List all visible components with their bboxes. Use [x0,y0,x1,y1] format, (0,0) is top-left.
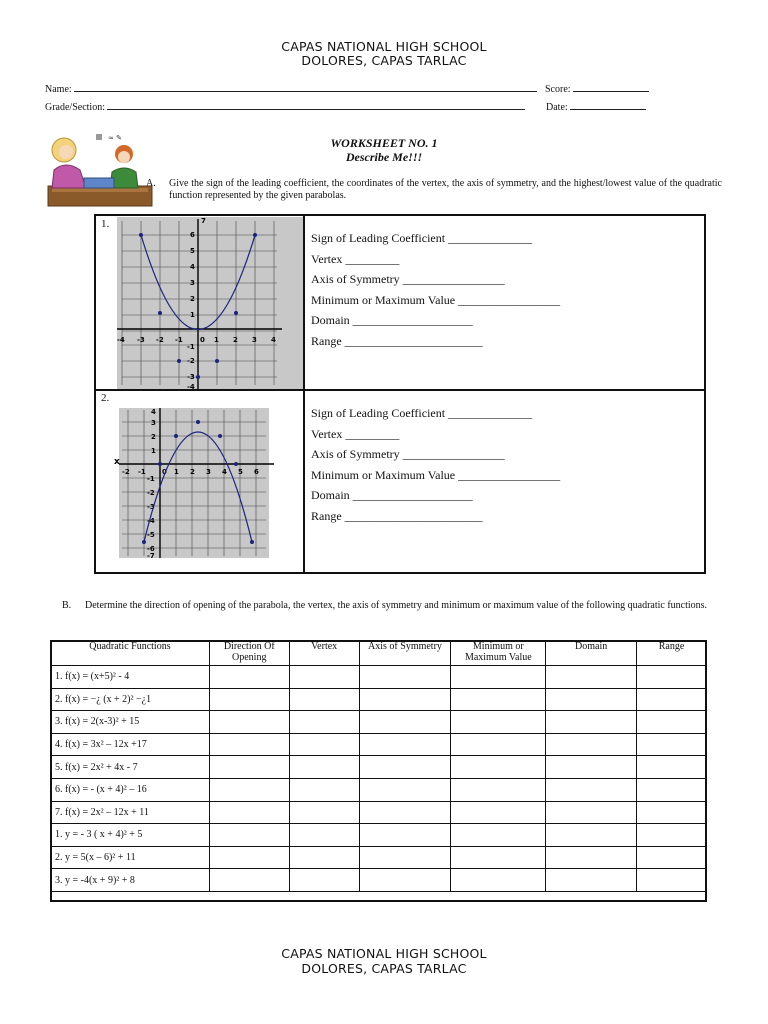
graph-2-x-tick: 0 [162,468,167,476]
table-row [51,801,707,824]
graph-2-y-tick: 3 [151,419,156,427]
answer-cell[interactable] [289,666,359,689]
prompt-vertex[interactable]: Vertex _________ [311,426,400,441]
answer-cell[interactable] [289,801,359,824]
function-cell: 2. y = 5(x – 6)² + 11 [51,846,210,869]
table-row [51,824,707,847]
graph-2-y-tick: -6 [147,545,155,553]
prompt-minmax[interactable]: Minimum or Maximum Value _________________ [311,467,561,482]
graph-2-y-tick: 1 [151,447,156,455]
prompt-range[interactable]: Range _______________________ [311,333,483,348]
school-address: DOLORES, CAPAS TARLAC [301,53,467,68]
graph-1-y-tick: 4 [190,263,195,271]
graph-1-point [177,359,181,363]
graph-1-y-tick: -1 [187,343,195,351]
answer-cell[interactable] [289,846,359,869]
part-a-instruction: Give the sign of the leading coefficient, the coordinates of the vertex, the axis of symmetry, and the highest/lowest value of the quadratic function represented by the given parabolas. [169,178,722,201]
answer-cell[interactable] [359,666,451,689]
answer-cell[interactable] [546,733,637,756]
graph-1-y-tick: 7 [201,217,206,225]
answer-cell[interactable] [289,824,359,847]
grade-section-blank [107,100,525,110]
graph-2-x-tick: 3 [206,468,211,476]
function-cell: 1. y = - 3 ( x + 4)² + 5 [51,824,210,847]
footer-school-address: DOLORES, CAPAS TARLAC [301,961,467,976]
answer-cell[interactable] [546,688,637,711]
graph-2 [114,408,274,558]
part-b-instruction: Determine the direction of opening of the parabola, the vertex, the axis of symmetry and minimum or maximum value of the following quadratic functions. [85,600,708,611]
answer-cell[interactable] [546,666,637,689]
answer-cell[interactable] [451,711,546,734]
answer-cell[interactable] [637,666,707,689]
answer-cell[interactable] [546,756,637,779]
graph-2-point [174,434,178,438]
col-axis: Axis of Symmetry [359,641,451,666]
graph-2-x-tick: -1 [138,468,146,476]
prompt-axis[interactable]: Axis of Symmetry _________________ [311,272,505,287]
answer-cell[interactable] [289,756,359,779]
score-blank [573,82,649,92]
name-field[interactable] [45,82,537,95]
name-blank [74,82,537,92]
answer-cell[interactable] [359,801,451,824]
graph-2-y-tick: -3 [147,503,155,511]
graph-2-x-tick: 2 [190,468,195,476]
prompt-domain[interactable]: Domain ____________________ [311,313,473,328]
functions-table [50,640,707,892]
graph-2-y-tick: 4 [151,408,156,416]
table-row [51,778,707,801]
table-row [51,756,707,779]
score-field[interactable] [545,82,649,95]
answer-cell[interactable] [451,824,546,847]
graph-1-x-tick: 4 [271,336,276,344]
answer-cell[interactable] [546,801,637,824]
answer-cell[interactable] [289,869,359,892]
answer-cell[interactable] [451,869,546,892]
graph-1-x-tick: 1 [214,336,219,344]
graph-1-x-tick: -1 [175,336,183,344]
answer-cell[interactable] [359,733,451,756]
table-header-row [51,641,707,666]
answer-cell[interactable] [289,688,359,711]
answer-cell[interactable] [209,801,289,824]
answer-cell[interactable] [546,869,637,892]
graph-2-point [196,420,200,424]
answer-cell[interactable] [637,869,707,892]
table-row [51,711,707,734]
graph-1-point [158,311,162,315]
answer-cell[interactable] [289,778,359,801]
function-cell: 5. f(x) = 2x² + 4x - 7 [51,756,210,779]
answer-cell[interactable] [451,688,546,711]
answer-cell[interactable] [209,666,289,689]
date-label: Date: [546,102,568,113]
graph-2-point [234,462,238,466]
answer-cell[interactable] [637,711,707,734]
col-domain: Domain [546,641,637,666]
grade-section-field[interactable] [45,100,525,113]
answer-cell[interactable] [359,711,451,734]
score-label: Score: [545,84,571,95]
graph-2-point [250,540,254,544]
col-minmax: Minimum or Maximum Value [451,641,546,666]
graph-2-point [218,434,222,438]
prompt-sign[interactable]: Sign of Leading Coefficient ______________ [311,406,533,420]
graph-1-y-tick: -3 [187,373,195,381]
school-name: CAPAS NATIONAL HIGH SCHOOL [281,39,487,54]
graph-1-y-tick: 3 [190,279,195,287]
graph-2-x-tick: 1 [174,468,179,476]
answer-cell[interactable] [359,688,451,711]
answer-cell[interactable] [451,846,546,869]
table-row [51,688,707,711]
answer-cell[interactable] [359,778,451,801]
answer-cell[interactable] [289,733,359,756]
graph-1-y-tick: -4 [187,383,195,389]
graph-2-axis-label: x [114,457,120,467]
prompt-sign[interactable]: Sign of Leading Coefficient ______________ [311,231,533,245]
answer-cell[interactable] [209,688,289,711]
function-cell: 4. f(x) = 3x² – 12x +17 [51,733,210,756]
answer-cell[interactable] [289,711,359,734]
graph-2-y-tick: -2 [147,489,155,497]
col-vertex: Vertex [289,641,359,666]
answer-cell[interactable] [451,733,546,756]
function-cell: 3. f(x) = 2(x-3)² + 15 [51,711,210,734]
graph-1-y-tick: 5 [190,247,195,255]
answer-cell[interactable] [546,711,637,734]
prompt-minmax[interactable]: Minimum or Maximum Value _________________ [311,292,561,307]
graph-1-y-tick: 6 [190,231,195,239]
graph-2-point [142,540,146,544]
answer-cell[interactable] [209,824,289,847]
answer-cell[interactable] [359,756,451,779]
graph-1-x-tick: 0 [200,336,205,344]
table-row [51,869,707,892]
graph-1-x-tick: -3 [137,336,145,344]
answer-cell[interactable] [209,778,289,801]
part-a-letter: A. [146,178,156,189]
col-direction: Direction Of Opening [209,641,289,666]
answer-cell[interactable] [359,846,451,869]
graph-2-y-tick: 2 [151,433,156,441]
graph-1-point [253,233,257,237]
graph-1-point [215,359,219,363]
answer-cell[interactable] [359,869,451,892]
answer-cell[interactable] [637,688,707,711]
item-2-prompts [311,403,560,527]
answer-cell[interactable] [637,846,707,869]
answer-cell[interactable] [209,846,289,869]
answer-cell[interactable] [451,756,546,779]
graph-1-y-tick: -2 [187,357,195,365]
item-1-number: 1. [101,218,110,230]
answer-cell[interactable] [209,869,289,892]
graph-2-y-tick: -1 [147,475,155,483]
answer-cell[interactable] [209,756,289,779]
date-blank [570,100,646,110]
graph-2-y-tick: -7 [147,552,155,558]
part-a-row-divider [94,389,706,391]
answer-cell[interactable] [637,756,707,779]
graph-1-point [196,375,200,379]
graph-1-point [234,311,238,315]
prompt-domain[interactable]: Domain ____________________ [311,488,473,503]
graph-1-x-tick: 2 [233,336,238,344]
part-a-col-divider [303,214,305,574]
answer-cell[interactable] [546,778,637,801]
graph-1-x-tick: -2 [156,336,164,344]
graph-2-x-tick: 4 [222,468,227,476]
table-row [51,666,707,689]
answer-cell[interactable] [209,733,289,756]
graph-2-x-tick: -2 [122,468,130,476]
graph-2-y-tick: -4 [147,517,155,525]
prompt-axis[interactable]: Axis of Symmetry _________________ [311,447,505,462]
answer-cell[interactable] [637,778,707,801]
answer-cell[interactable] [359,824,451,847]
table-row [51,846,707,869]
item-2-number: 2. [101,392,110,404]
answer-cell[interactable] [637,801,707,824]
part-b-letter: B. [62,600,72,611]
function-cell: 6. f(x) = - (x + 4)² – 16 [51,778,210,801]
graph-1-x-tick: 3 [252,336,257,344]
graph-1-y-tick: 1 [190,311,195,319]
answer-cell[interactable] [209,711,289,734]
graph-2-y-tick: -5 [147,531,155,539]
function-cell: 2. f(x) = −¿ (x + 2)² −¿1 [51,688,210,711]
answer-cell[interactable] [451,778,546,801]
answer-cell[interactable] [546,846,637,869]
answer-cell[interactable] [451,801,546,824]
graph-2-x-tick: 6 [254,468,259,476]
function-cell: 3. y = -4(x + 9)² + 8 [51,869,210,892]
name-label: Name: [45,84,72,95]
graph-1-point [139,233,143,237]
worksheet-subtitle: Describe Me!!! [345,150,423,164]
answer-cell[interactable] [546,824,637,847]
graph-1-y-tick: 2 [190,295,195,303]
function-cell: 1. f(x) = (x+5)² - 4 [51,666,210,689]
answer-cell[interactable] [451,666,546,689]
graph-1 [117,217,303,389]
function-cell: 7. f(x) = 2x² – 12x + 11 [51,801,210,824]
prompt-range[interactable]: Range _______________________ [311,508,483,523]
svg-text:≈ ✎: ≈ ✎ [108,134,122,142]
item-1-prompts [311,228,560,352]
col-functions: Quadratic Functions [51,641,210,666]
graph-2-x-tick: 5 [238,468,243,476]
prompt-vertex[interactable]: Vertex _________ [311,251,400,266]
graph-2-point [158,462,162,466]
answer-cell[interactable] [637,733,707,756]
worksheet-title: WORKSHEET NO. 1 [330,136,438,150]
answer-cell[interactable] [637,824,707,847]
date-field[interactable] [546,100,646,113]
graph-1-x-tick: -4 [117,336,125,344]
footer-school-name: CAPAS NATIONAL HIGH SCHOOL [281,946,487,961]
col-range: Range [637,641,707,666]
table-row [51,733,707,756]
grade-section-label: Grade/Section: [45,102,105,113]
